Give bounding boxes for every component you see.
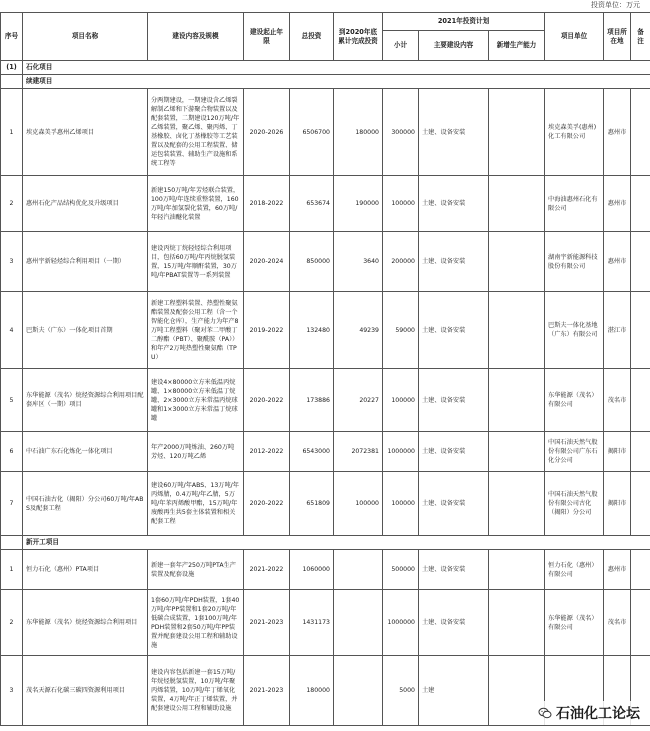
header-seq: 序号 (1, 13, 23, 61)
cell-main: 土建、设备安装 (419, 292, 489, 369)
header-remark: 备注 (631, 13, 650, 61)
cell-total: 1431173 (290, 590, 334, 656)
cell-name: 巴斯夫（广东）一体化项目首期 (23, 292, 148, 369)
cell-main: 土建、设备安装 (419, 472, 489, 536)
header-total: 总投资 (290, 13, 334, 61)
cell-name: 东华能源（茂名）烷烃资源综合利用项目配套库区（一期）项目 (23, 369, 148, 432)
cell-by2020 (334, 656, 383, 726)
table-row (1, 89, 650, 176)
cell-total: 180000 (290, 656, 334, 726)
cell-subtotal: 1000000 (383, 432, 419, 472)
cell-remark (631, 176, 650, 232)
cell-capacity (489, 369, 545, 432)
cell-name: 埃克森美孚惠州乙烯项目 (23, 89, 148, 176)
cell-years: 2012-2022 (244, 432, 290, 472)
cell-name: 恒力石化（惠州）PTA项目 (23, 550, 148, 590)
cell-unit: 东华能源（茂名）有限公司 (545, 590, 604, 656)
cell-seq: 1 (1, 550, 23, 590)
cell-years: 2021-2022 (244, 550, 290, 590)
cell-capacity (489, 176, 545, 232)
header-main-content: 主要建设内容 (419, 31, 489, 61)
cell-seq: 3 (1, 656, 23, 726)
cell-remark (631, 472, 650, 536)
cell-loc: 惠州市 (604, 176, 631, 232)
cell-remark (631, 550, 650, 590)
cell-subtotal: 59000 (383, 292, 419, 369)
table-row (1, 292, 650, 369)
cell-capacity (489, 472, 545, 536)
cell-seq: 1 (1, 89, 23, 176)
cell-years: 2019-2022 (244, 292, 290, 369)
table-row (1, 590, 650, 656)
cell-by2020: 180000 (334, 89, 383, 176)
cell-content: 年产2000万吨炼油、260万吨芳烃、120万吨乙烯 (148, 432, 244, 472)
cell-unit: 中海油惠州石化有限公司 (545, 176, 604, 232)
cell-capacity (489, 550, 545, 590)
cell-total: 850000 (290, 232, 334, 292)
header-plan2021: 2021年投资计划 (383, 13, 545, 31)
cell-name: 惠州石化产品结构优化及升级项目 (23, 176, 148, 232)
table-row (1, 232, 650, 292)
investment-table (0, 12, 650, 726)
cell-seq: 3 (1, 232, 23, 292)
cell-loc: 揭阳市 (604, 432, 631, 472)
cell-by2020 (334, 590, 383, 656)
cell-content: 新建150万吨/年芳烃联合装置，100万吨/年连续重整装置，160万吨/年加氢裂化装置，60万吨/年轻汽油醚化装置 (148, 176, 244, 232)
cell-seq: 6 (1, 432, 23, 472)
cell-unit: 埃克森美孚(惠州)化工有限公司 (545, 89, 604, 176)
cell-subtotal: 300000 (383, 89, 419, 176)
cell-seq: 2 (1, 590, 23, 656)
header-name: 项目名称 (23, 13, 148, 61)
cell-subtotal: 5000 (383, 656, 419, 726)
cell-total: 132480 (290, 292, 334, 369)
cell-subtotal: 200000 (383, 232, 419, 292)
cell-capacity (489, 89, 545, 176)
cell-total: 1060000 (290, 550, 334, 590)
cell-by2020: 190000 (334, 176, 383, 232)
cell-name: 中石油广东石化炼化一体化项目 (23, 432, 148, 472)
cell-years: 2021-2023 (244, 590, 290, 656)
cell-main: 土建、设备安装 (419, 550, 489, 590)
cell-capacity (489, 432, 545, 472)
cell-loc: 茂名市 (604, 369, 631, 432)
cell-main: 土建、设备安装 (419, 590, 489, 656)
cell-years: 2020-2022 (244, 472, 290, 536)
cell-main: 土建、设备安装 (419, 89, 489, 176)
cell-subtotal: 100000 (383, 369, 419, 432)
cell-name: 惠州宇新轻烃综合利用项目（一期） (23, 232, 148, 292)
watermark (534, 701, 644, 725)
cell-unit: 湖南宇新能源科技股份有限公司 (545, 232, 604, 292)
cell-seq: 5 (1, 369, 23, 432)
watermark-text: 石油化工论坛 (556, 705, 640, 721)
cell-subtotal: 500000 (383, 550, 419, 590)
cell-content: 建设内容包括新建一套15万吨/年烷烃脱氢装置，10万吨/年聚丙烯装置，10万吨/年丁烯氧化装置，4万吨/年正丁烯装置，并配套建设公用工程和辅助设施 (148, 656, 244, 726)
cell-subtotal: 100000 (383, 176, 419, 232)
cell-main: 土建、设备安装 (419, 432, 489, 472)
cell-content: 建设4×80000立方米低温丙烷罐、1×80000立方米低温丁烷罐、2×3000立方米常温丙烷球罐和1×3000立方米常温丁烷球罐 (148, 369, 244, 432)
cell-subtotal: 100000 (383, 472, 419, 536)
cell-content: 建设丙烷丁烷轻烃综合利用项目，包括60万吨/年丙烷脱氢装置，15万吨/年顺酐装置，30万吨/年PBAT装置等一系列装置 (148, 232, 244, 292)
cell-remark (631, 232, 650, 292)
cell-years: 2018-2022 (244, 176, 290, 232)
cell-remark (631, 432, 650, 472)
cell-subtotal: 1000000 (383, 590, 419, 656)
cell-name: 中国石油古化（揭阳）分公司60万吨/年ABS及配套工程 (23, 472, 148, 536)
cell-name: 茂名天源石化碳三碳四资源利用项目 (23, 656, 148, 726)
unit-note: 投资单位：万元 (591, 1, 640, 9)
subsection-continuing: 续建项目 (23, 75, 650, 89)
cell-unit: 中国石油天然气股份有限公司古化（揭阳）分公司 (545, 472, 604, 536)
cell-main: 土建、设备安装 (419, 369, 489, 432)
cell-by2020: 100000 (334, 472, 383, 536)
cell-unit: 巴斯夫一体化基地（广东）有限公司 (545, 292, 604, 369)
table-row (1, 369, 650, 432)
cell-content: 分两期建设，一期建设含乙烯裂解制乙烯和下游聚合物装置以及配套装置，二期建设120万吨/年乙烯装置，聚乙烯、聚丙烯、丁基橡胶、卤化丁基橡胶等工艺装置以及配套的公用工程装置、储运包装装置、辅助生产设施和系统工程等 (148, 89, 244, 176)
header-years: 建设起止年限 (244, 13, 290, 61)
table-row (1, 176, 650, 232)
header-content: 建设内容及规模 (148, 13, 244, 61)
header-new-capacity: 新增生产能力 (489, 31, 545, 61)
wechat-icon (538, 706, 552, 720)
cell-total: 6543000 (290, 432, 334, 472)
table-row (1, 432, 650, 472)
cell-capacity (489, 232, 545, 292)
cell-main: 土建 (419, 656, 489, 726)
cell-total: 653674 (290, 176, 334, 232)
cell-content: 1套60万吨/年PDH装置，1套40万吨/年PP装置和1套20万吨/年低碳合成装置，1套100万吨/年PDH装置和2套50万吨/年PP装置并配套建设公用工程和辅助设施 (148, 590, 244, 656)
cell-by2020: 49239 (334, 292, 383, 369)
cell-loc: 揭阳市 (604, 472, 631, 536)
cell-years: 2020-2022 (244, 369, 290, 432)
header-subtotal: 小计 (383, 31, 419, 61)
cell-years: 2020-2026 (244, 89, 290, 176)
cell-content: 建设60万吨/年ABS、13万吨/年丙烯腈，0.4万吨/年乙腈，5万吨/年苯丙烯酸甲酯，15万吨/年废酸再生共5套主体装置和相关配套工程 (148, 472, 244, 536)
cell-total: 651809 (290, 472, 334, 536)
subsection-new: 新开工项目 (23, 536, 650, 550)
cell-loc: 湛江市 (604, 292, 631, 369)
section-title: 石化项目 (23, 61, 650, 75)
cell-seq: 2 (1, 176, 23, 232)
cell-capacity (489, 590, 545, 656)
cell-content: 新建一套年产250万吨PTA生产装置及配套设施 (148, 550, 244, 590)
cell-remark (631, 292, 650, 369)
header-location: 项目所在地 (604, 13, 631, 61)
cell-capacity (489, 292, 545, 369)
section-seq: (1) (1, 61, 23, 75)
cell-main: 土建、设备安装 (419, 232, 489, 292)
cell-content: 新建工程塑料装置、热塑性聚氨酯装置及配套公用工程（含一个智能化仓库），生产能力为年产8万吨工程塑料（聚对苯二甲酸丁二醇酯（PBT）、聚酰胺（PA））和年产2万吨热塑性聚氨酯（TPU） (148, 292, 244, 369)
cell-total: 173886 (290, 369, 334, 432)
cell-name: 东华能源（茂名）烷烃资源综合利用项目 (23, 590, 148, 656)
cell-unit: 东华能源（茂名）有限公司 (545, 369, 604, 432)
cell-by2020: 20227 (334, 369, 383, 432)
cell-remark (631, 590, 650, 656)
cell-total: 6506700 (290, 89, 334, 176)
cell-years: 2020-2024 (244, 232, 290, 292)
cell-main: 土建、设备安装 (419, 176, 489, 232)
cell-seq: 7 (1, 472, 23, 536)
table-row (1, 472, 650, 536)
header-unit: 项目单位 (545, 13, 604, 61)
cell-seq: 4 (1, 292, 23, 369)
table-row (1, 550, 650, 590)
cell-unit: 恒力石化（惠州）有限公司 (545, 550, 604, 590)
cell-unit: 中国石油天然气股份有限公司广东石化分公司 (545, 432, 604, 472)
cell-by2020 (334, 550, 383, 590)
cell-loc: 惠州市 (604, 550, 631, 590)
cell-by2020: 2072381 (334, 432, 383, 472)
cell-loc: 惠州市 (604, 232, 631, 292)
cell-loc: 惠州市 (604, 89, 631, 176)
cell-remark (631, 89, 650, 176)
cell-remark (631, 369, 650, 432)
cell-years: 2021-2023 (244, 656, 290, 726)
cell-by2020: 3640 (334, 232, 383, 292)
header-by2020: 到2020年底累计完成投资 (334, 13, 383, 61)
cell-loc: 茂名市 (604, 590, 631, 656)
